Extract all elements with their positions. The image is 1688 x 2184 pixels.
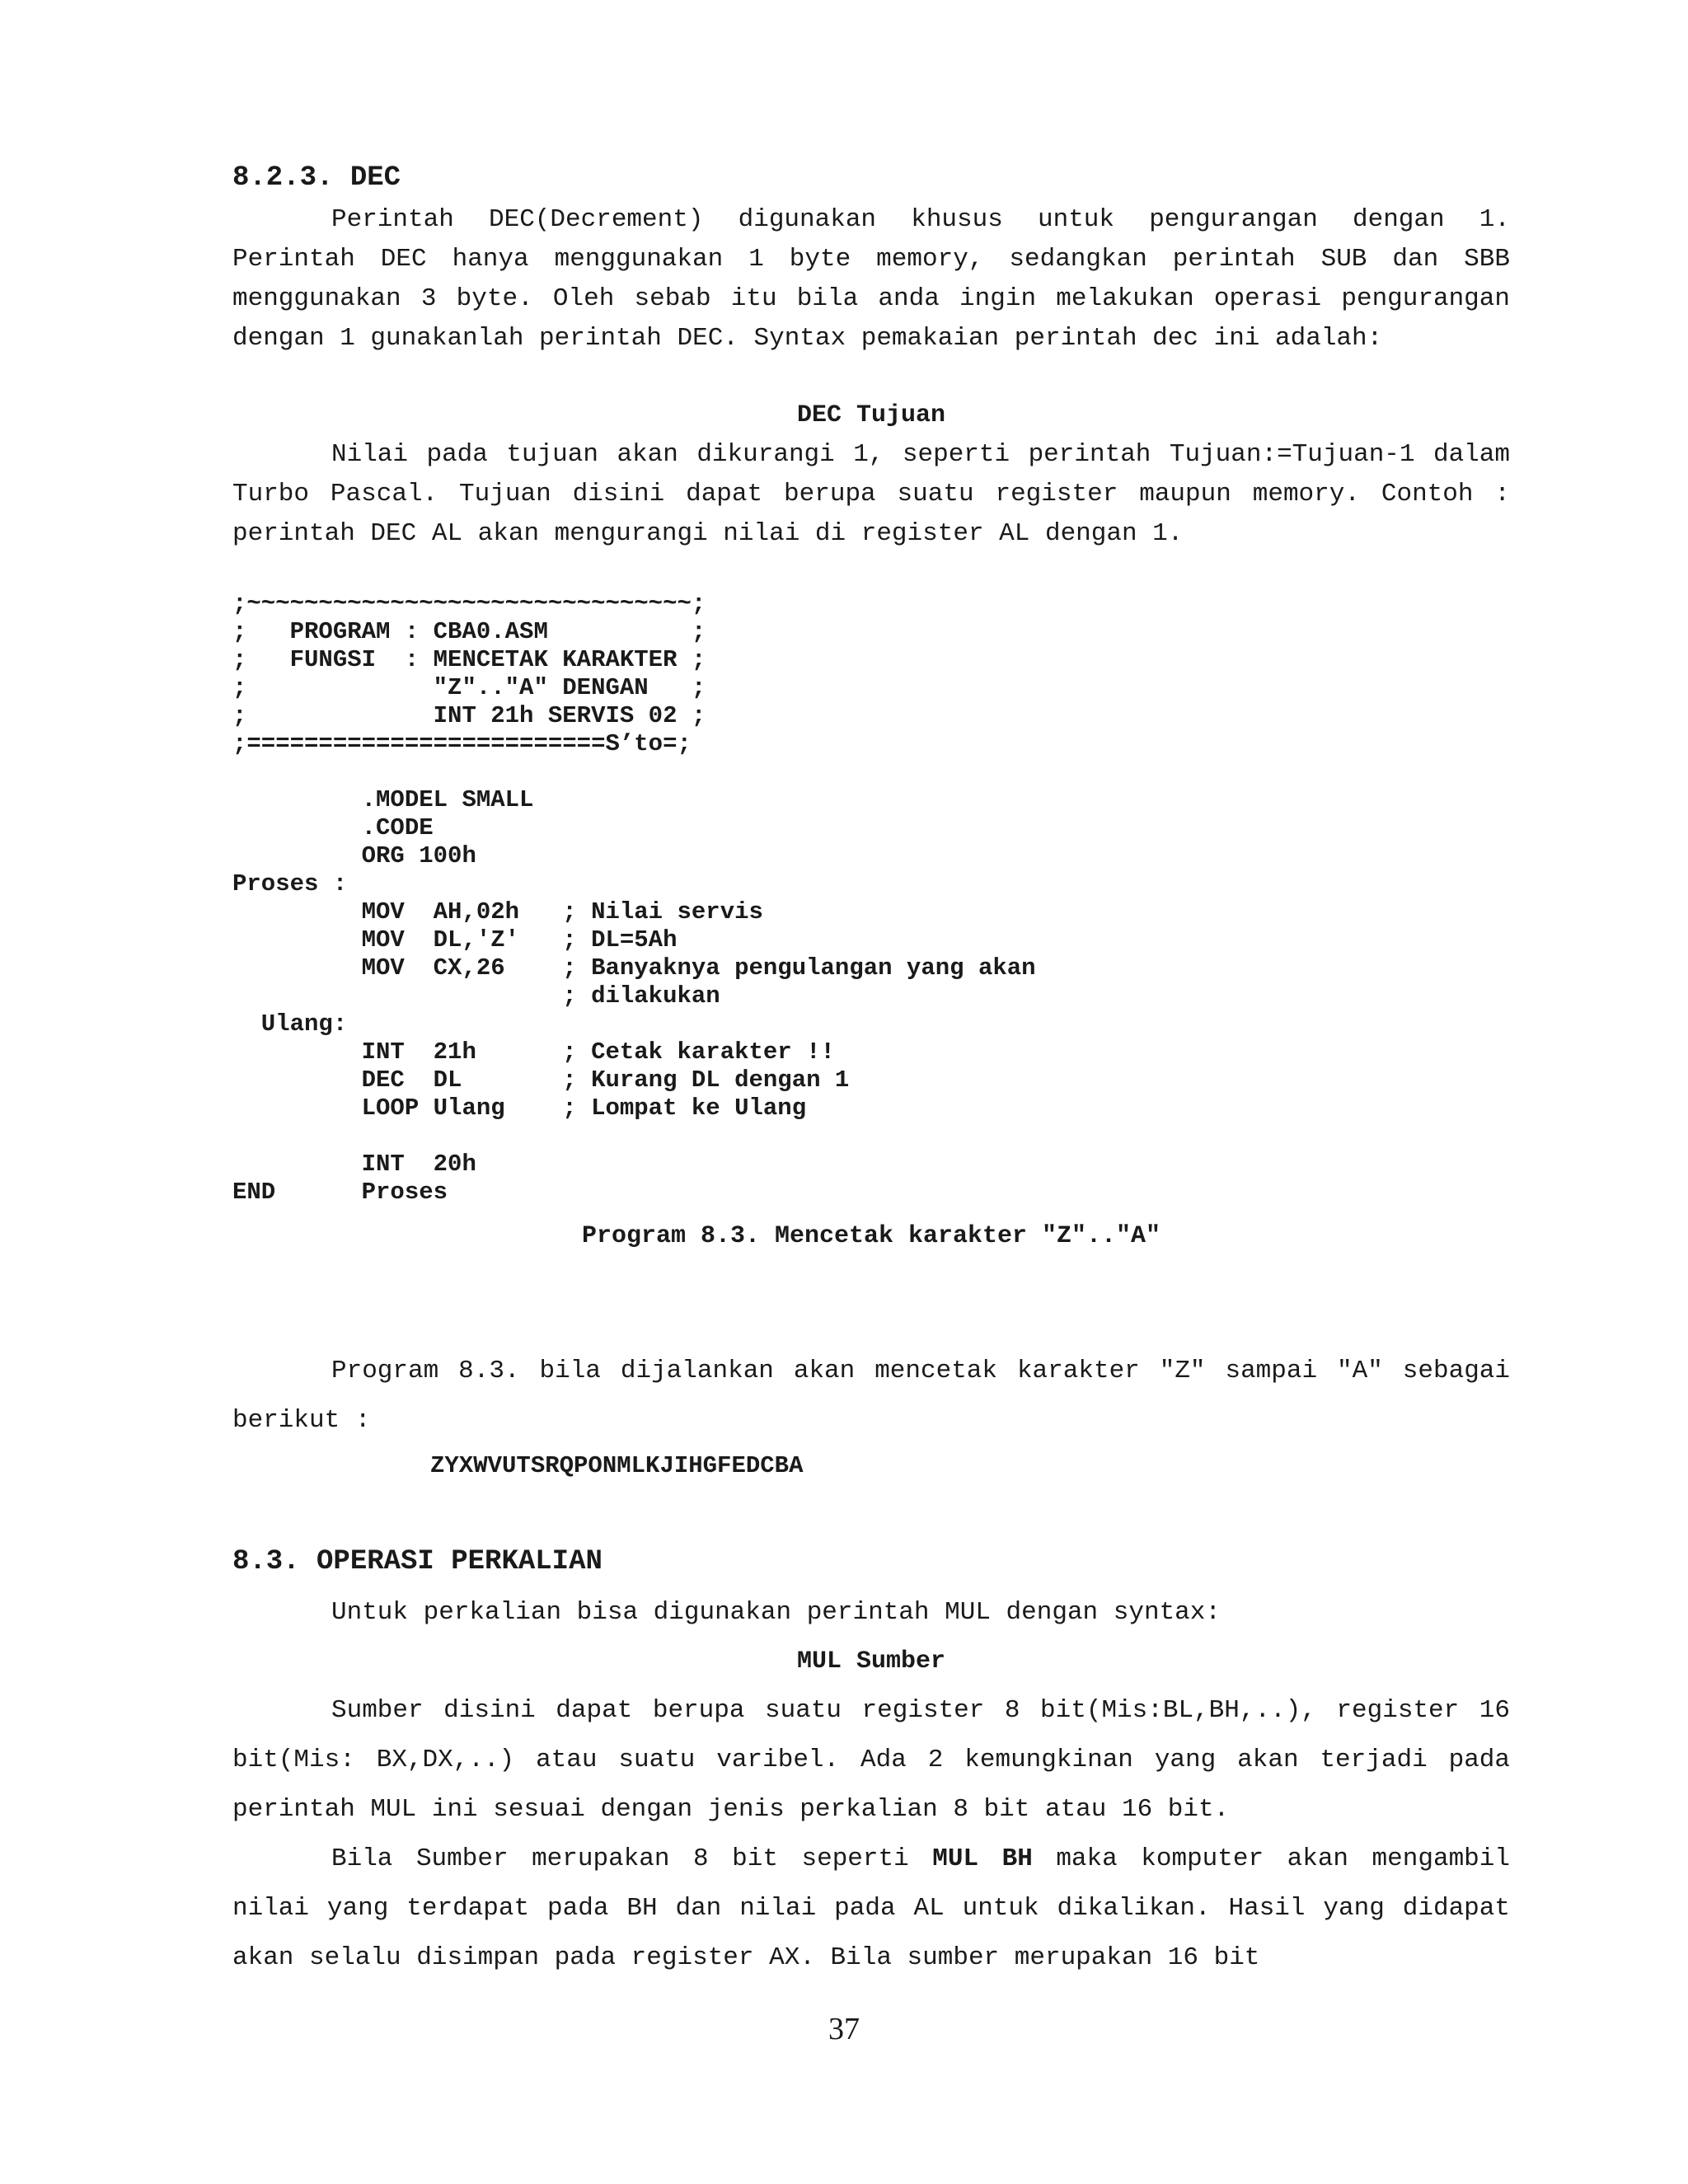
mul-bh-emphasis: MUL BH — [932, 1844, 1033, 1873]
code-line — [232, 758, 1036, 786]
code-line: .MODEL SMALL — [232, 786, 534, 813]
result-paragraph: Program 8.3. bila dijalankan akan mencetak karakter "Z" sampai "A" sebagai berikut : — [232, 1357, 1510, 1435]
code-line: MOV CX,26 ; Banyaknya pengulangan yang akan — [232, 954, 1036, 982]
program-caption: Program 8.3. Mencetak karakter "Z".."A" — [581, 1222, 1161, 1250]
code-line: ;=========================S’to=; — [232, 730, 692, 757]
code-line: MOV DL,'Z' ; DL=5Ah — [232, 926, 678, 954]
code-line: DEC DL ; Kurang DL dengan 1 — [232, 1066, 850, 1094]
code-line: ; FUNGSI : MENCETAK KARAKTER ; — [232, 646, 706, 673]
code-line: ; PROGRAM : CBA0.ASM ; — [232, 618, 706, 645]
code-line: MOV AH,02h ; Nilai servis — [232, 898, 763, 926]
code-line: .CODE — [232, 814, 434, 841]
mul-para2-text-rest: maka komputer akan mengambil nilai yang terdapat pada BH dan nilai pada AL untuk dikalikan. Hasil yang didapat akan selalu disimpan pada register AX. Bila sumber merupakan 16 bit — [232, 1844, 1510, 1972]
code-line: LOOP Ulang ; Lompat ke Ulang — [232, 1094, 807, 1122]
mul-para2-text: Bila Sumber merupakan 8 bit seperti — [331, 1844, 933, 1873]
code-line — [232, 1122, 1036, 1151]
section-heading-mul: 8.3. OPERASI PERKALIAN — [232, 1546, 603, 1577]
page-number: 37 — [828, 2012, 860, 2046]
code-line: ; dilakukan — [232, 982, 720, 1010]
code-line: ORG 100h — [232, 842, 476, 869]
dec-paragraph-2: Nilai pada tujuan akan dikurangi 1, seperti perintah Tujuan:=Tujuan-1 dalam Turbo Pascal. Tujuan disini dapat berupa suatu register maupun memory. Contoh : perintah DEC AL akan mengurangi nilai di register AL dengan 1. — [232, 440, 1510, 548]
mul-syntax: MUL Sumber — [796, 1647, 946, 1675]
dec-syntax: DEC Tujuan — [796, 401, 946, 429]
code-line: ;~~~~~~~~~~~~~~~~~~~~~~~~~~~~~~~; — [232, 590, 706, 617]
code-line: Proses : — [232, 870, 348, 898]
program-output: ZYXWVUTSRQPONMLKJIHGFEDCBA — [430, 1452, 804, 1479]
dec-paragraph-1: Perintah DEC(Decrement) digunakan khusus untuk pengurangan dengan 1. Perintah DEC hanya menggunakan 1 byte memory, sedangkan perintah SUB dan SBB menggunakan 3 byte. Oleh sebab itu bila anda ingin melakukan operasi pengurangan dengan 1 gunakanlah perintah DEC. Syntax pemakaian perintah dec ini adalah: — [232, 205, 1510, 353]
mul-paragraph-1: Sumber disini dapat berupa suatu register 8 bit(Mis:BL,BH,..), register 16 bit(Mis: BX,DX,..) atau suatu varibel. Ada 2 kemungkinan yang akan terjadi pada perintah MUL ini sesuai dengan jenis perkalian 8 bit atau 16 bit. — [232, 1696, 1510, 1824]
code-line: ; INT 21h SERVIS 02 ; — [232, 702, 706, 729]
code-line: INT 20h — [232, 1151, 476, 1178]
section-heading-dec: 8.2.3. DEC — [232, 162, 401, 194]
code-line: Ulang: — [232, 1010, 348, 1038]
program-listing — [232, 590, 1036, 1207]
mul-intro: Untuk perkalian bisa digunakan perintah MUL dengan syntax: — [331, 1598, 1221, 1627]
mul-paragraph-2 — [232, 1835, 1510, 1983]
code-line: END Proses — [232, 1179, 448, 1206]
code-line: ; "Z".."A" DENGAN ; — [232, 674, 706, 701]
code-line: INT 21h ; Cetak karakter !! — [232, 1038, 835, 1066]
